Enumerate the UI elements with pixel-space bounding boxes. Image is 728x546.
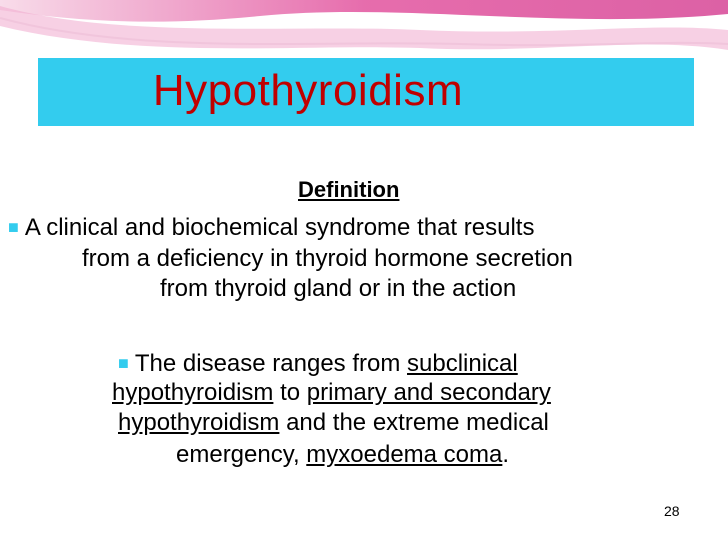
bullet2-text: . [502, 441, 510, 468]
bullet2-text: The disease ranges from [134, 350, 408, 377]
bullet-icon: ■ [8, 217, 19, 237]
definition-heading: Definition [298, 177, 400, 202]
link-myxoedema-coma[interactable]: myxoedema coma [306, 441, 503, 468]
bullet2-line4 [176, 440, 509, 470]
link-hypothyroidism-2[interactable]: hypothyroidism [118, 409, 280, 436]
bullet1-line2: from a deficiency in thyroid hormone secretion [82, 245, 573, 272]
bullet2-text: and the extreme medical [279, 409, 549, 436]
bullet2-text: emergency, [176, 441, 307, 468]
page-number: 28 [664, 503, 680, 519]
link-subclinical[interactable]: subclinical [407, 350, 518, 377]
bullet2-line2 [112, 378, 551, 408]
bullet2-line1 [118, 348, 518, 379]
bullet-icon: ■ [118, 353, 129, 373]
slide-title: Hypothyroidism [152, 66, 464, 115]
link-primary-secondary[interactable]: primary and secondary [306, 379, 551, 406]
bullet2-line3 [118, 408, 549, 438]
bullet2-text: to [273, 379, 307, 406]
bullet1-text1: A clinical and biochemical syndrome that results [24, 214, 535, 241]
title-bar [38, 58, 694, 126]
bullet1-line1 [8, 212, 534, 243]
bullet1-line3: from thyroid gland or in the action [160, 275, 517, 302]
link-hypothyroidism[interactable]: hypothyroidism [112, 379, 274, 406]
